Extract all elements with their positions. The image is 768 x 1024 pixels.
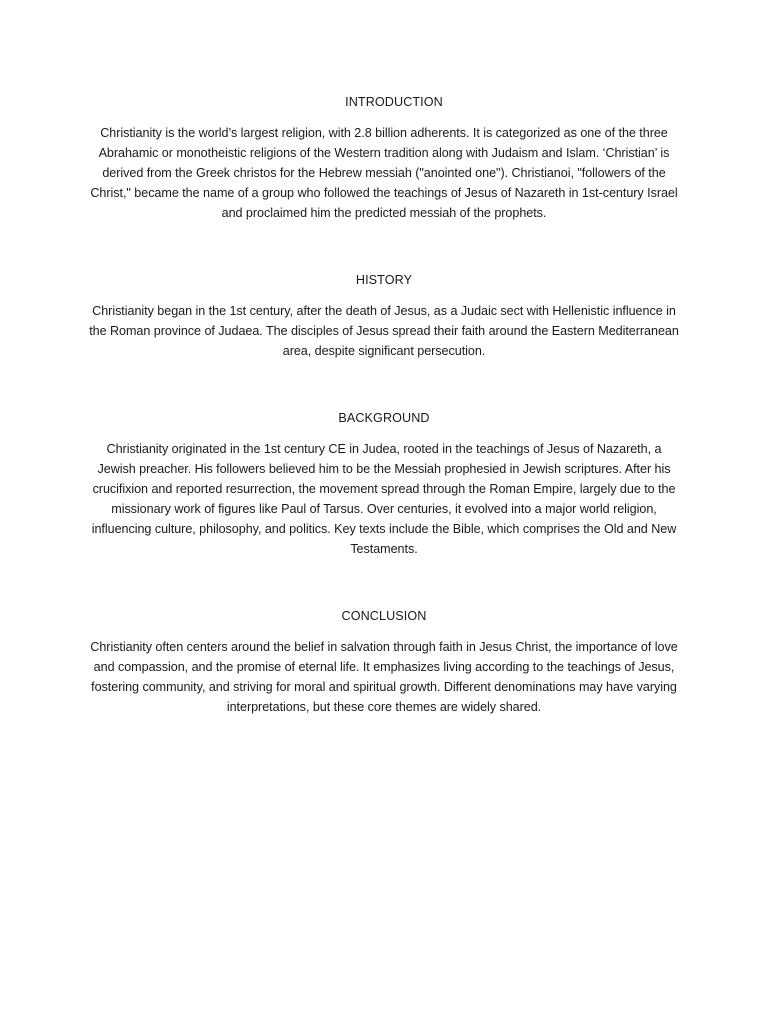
section-paragraph: Christianity began in the 1st century, after the death of Jesus, as a Judaic sect with Hellenistic influence in the Roman province of Judaea. The disciples of Jesus spread their faith around the Eastern Mediterranean area, despite significant persecution. [89, 304, 679, 358]
section-heading: CONCLUSION [341, 609, 427, 623]
section-paragraph: Christianity originated in the 1st century CE in Judea, rooted in the teachings of Jesus of Nazareth, a Jewish preacher. His followers believed him to be the Messiah prophesied in Jewish scriptures. After his crucifixion and reported resurrection, the movement spread through the Roman Empire, largely due to the missionary work of figures like Paul of Tarsus. Over centuries, it evolved into a major world religion, influencing culture, philosophy, and politics. Key texts include the Bible, which comprises the Old and New Testaments. [91, 442, 677, 556]
section-background [86, 408, 682, 559]
section-heading: BACKGROUND [338, 411, 430, 425]
section-heading: HISTORY [355, 273, 413, 287]
section-conclusion [86, 606, 682, 717]
section-paragraph: Christianity often centers around the belief in salvation through faith in Jesus Christ, the importance of love and compassion, and the promise of eternal life. It emphasizes living according to the teachings of Jesus, fostering community, and striving for moral and spiritual growth. Different denominations may have varying interpretations, but these core themes are widely shared. [90, 640, 678, 714]
section-introduction [86, 92, 682, 223]
section-paragraph: Christianity is the world’s largest religion, with 2.8 billion adherents. It is categorized as one of the three Abrahamic or monotheistic religions of the Western tradition along with Judaism and Islam. ‘Christian’ is derived from the Greek christos for the Hebrew messiah ("anointed one"). Christianoi, "followers of the Christ," became the name of a group who followed the teachings of Jesus of Nazareth in 1st-century Israel and proclaimed him the predicted messiah of the prophets. [90, 126, 678, 220]
section-history [86, 270, 682, 361]
document-body [86, 92, 682, 717]
section-heading: INTRODUCTION [345, 95, 443, 109]
